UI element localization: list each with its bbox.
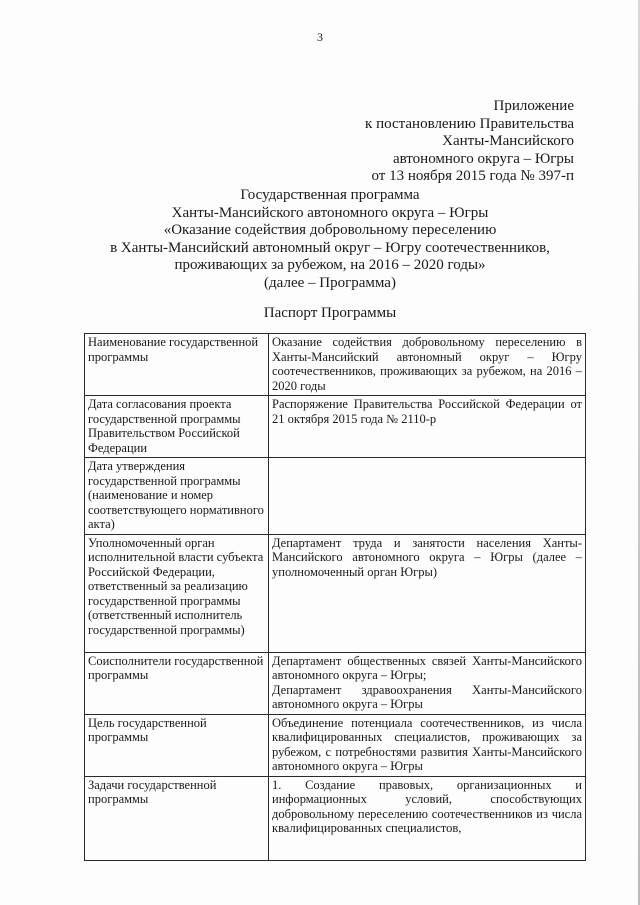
- row-value-paragraph: Объединение потенциала соотечественников, из числа квалифицированных специалистов, проживающих за рубежом, с потребностями развития Ханты-Мансийского автономного округа – Югры: [272, 715, 582, 773]
- page-number: 3: [317, 30, 323, 44]
- program-title-line: (далее – Программа): [264, 274, 396, 291]
- appendix-line: Ханты-Мансийского: [442, 133, 574, 149]
- row-value: [269, 334, 586, 396]
- program-title-line: Государственная программа: [240, 187, 420, 203]
- appendix-line: к постановлению Правительства: [365, 115, 574, 132]
- table-row: [85, 652, 586, 714]
- row-label: Соисполнители государственной программы: [85, 652, 269, 714]
- appendix-line: от 13 ноября 2015 года № 397-п: [371, 168, 574, 184]
- appendix-block: [274, 98, 574, 186]
- table-row: [85, 534, 586, 652]
- row-label: Задачи государственной программы: [85, 776, 269, 860]
- row-value-paragraph: 1. Создание правовых, организационных и информационных условий, способствующих добровольному переселению соотечественников из числа квалифицированных специалистов,: [272, 777, 582, 835]
- row-value-paragraph: Департамент здравоохранения Ханты-Мансийского автономного округа – Югры: [272, 682, 582, 711]
- row-label: Наименование государственной программы: [85, 334, 269, 396]
- program-title-line: проживающих за рубежом, на 2016 – 2020 годы»: [174, 257, 486, 273]
- row-label: Дата утверждения государственной программы (наименование и номер соответствующего нормативного акта): [85, 458, 269, 535]
- program-title-line: Ханты-Мансийского автономного округа – Югры: [171, 204, 489, 221]
- program-title-line: в Ханты-Мансийский автономный округ – Югру соотечественников,: [110, 239, 550, 256]
- row-label: Цель государственной программы: [85, 714, 269, 776]
- program-title: [70, 187, 590, 292]
- program-title-line: «Оказание содействия добровольному переселению: [163, 222, 497, 238]
- row-value: [269, 534, 586, 652]
- table-row: [85, 458, 586, 535]
- row-value: [269, 396, 586, 458]
- passport-title: Паспорт Программы: [263, 305, 397, 321]
- table-row: [85, 334, 586, 396]
- row-value-paragraph: Департамент общественных связей Ханты-Мансийского автономного округа – Югры;: [272, 653, 582, 682]
- row-label: Уполномоченный орган исполнительной власти субъекта Российской Федерации, ответственный за реализацию государственной программы (ответственный исполнитель государственной программы): [85, 534, 269, 652]
- row-value-paragraph: Распоряжение Правительства Российской Федерации от 21 октября 2015 года № 2110-р: [272, 397, 582, 426]
- table-row: [85, 396, 586, 458]
- row-value: [269, 458, 586, 535]
- table-row: [85, 714, 586, 776]
- row-value-paragraph: Департамент труда и занятости населения Ханты-Мансийского автономного округа – Югры (далее – уполномоченный орган Югры): [272, 535, 582, 579]
- row-value-paragraph: Оказание содействия добровольному переселению в Ханты-Мансийский автономный округ – Югру соотечественников, проживающих за рубежом, на 2016 – 2020 годы: [272, 335, 582, 393]
- appendix-line: Приложение: [493, 98, 574, 114]
- row-value: [269, 714, 586, 776]
- passport-table: [84, 333, 586, 861]
- table-row: [85, 776, 586, 860]
- appendix-line: автономного округа – Югры: [392, 150, 574, 167]
- row-value: [269, 652, 586, 714]
- row-value: [269, 776, 586, 860]
- row-label: Дата согласования проекта государственной программы Правительством Российской Федерации: [85, 396, 269, 458]
